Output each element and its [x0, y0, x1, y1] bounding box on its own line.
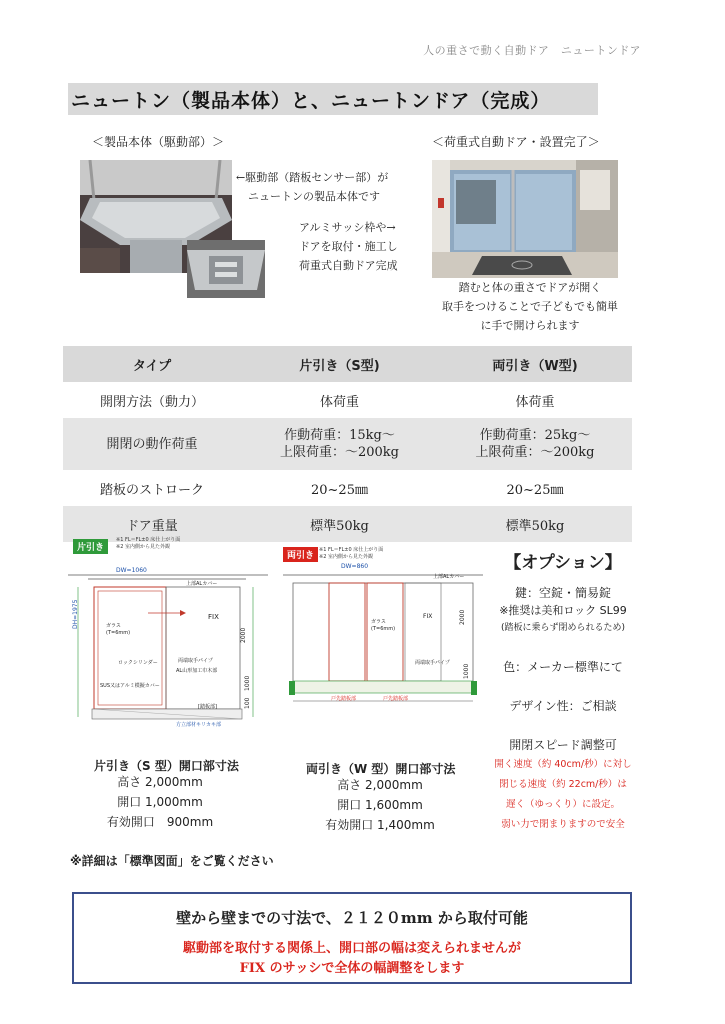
left-note2-line-3: 荷重式自動ドア完成: [299, 259, 398, 272]
w-dw-label: DW=860: [341, 563, 369, 570]
w-dim-opening: 開口 1,600mm: [337, 798, 423, 812]
w-pipe-label: 両端取手パイプ: [415, 660, 450, 666]
s-dw-label: DW=1060: [116, 567, 147, 574]
w-dim-effective: 有効開口 1,400mm: [325, 818, 435, 832]
detail-note: ※詳細は「標準図面」をご覧ください: [70, 854, 274, 868]
s-sus-label: SUS又はアルミ模擬カバー: [100, 683, 160, 689]
cell-w: 20~25㎜: [506, 482, 564, 498]
s-pipe-label: 両端取手パイプ: [178, 658, 213, 664]
cell-s: [241, 418, 438, 470]
w-h2000-label: 2000: [459, 609, 466, 625]
s-fix-label: FIX: [208, 613, 219, 621]
table-row: [63, 382, 632, 418]
right-caption: ＜荷重式自動ドア・設置完了＞: [432, 135, 600, 149]
option-speed-line-1: 開く速度（約 40cm/秒）に対し: [494, 759, 632, 770]
cell-w-line-2: 上限荷重：～200kg: [475, 445, 595, 460]
right-note-line-3: に手で開けられます: [480, 319, 580, 332]
left-note2-line-1: アルミサッシ枠や→: [299, 221, 396, 234]
right-note-line-2: 取手をつけることで子どもでも簡単: [442, 300, 618, 313]
installed-door-photo: [432, 160, 618, 278]
table-row: [63, 470, 632, 506]
cell-w-line-1: 作動荷重：25kg～: [479, 428, 591, 443]
option-speed-line-3: 遅く（ゆっくり）に設定。: [506, 799, 620, 810]
s-frame-label: 方立部材キリカキ部: [176, 722, 221, 728]
option-speed: 開閉スピード調整可: [509, 738, 617, 752]
spec-table: [63, 346, 632, 542]
header-note: 人の重さで動く自動ドア ニュートンドア: [423, 44, 641, 57]
s-dim-title: 片引き（S 型）開口部寸法: [94, 759, 239, 773]
s-type-drawing: [68, 537, 268, 737]
left-note-line-2: ニュートンの製品本体です: [248, 190, 380, 203]
notice-line-2: 駆動部を取付する関係上、開口部の幅は変えられませんが: [182, 941, 521, 956]
w-base-label-2: 戸先踏板部: [383, 696, 409, 702]
s-h1000-label: 1000: [244, 675, 251, 691]
cell-s: 体荷重: [319, 394, 359, 410]
w-glass-thickness: (T=6mm): [371, 626, 396, 632]
s-glass-label: ガラス: [106, 623, 121, 629]
w-dim-title: 両引き（W 型）開口部寸法: [306, 762, 456, 776]
w-glass-label: ガラス: [371, 619, 386, 625]
s-type-badge: 片引き: [73, 539, 108, 554]
w-h1000-label: 1000: [463, 663, 470, 679]
s-dim-effective: 有効開口 900mm: [106, 815, 214, 829]
cell-w: [438, 418, 632, 470]
header-s-type: 片引き（S型): [241, 346, 438, 382]
row-label: ドア重量: [63, 506, 241, 542]
option-speed-line-4: 弱い力で閉まりますので安全: [501, 819, 625, 830]
s-dh-label: DH=1975: [72, 599, 79, 629]
row-label: 開閉方法（動力）: [99, 394, 204, 410]
w-note-2: ※2 室内側から見た外観: [319, 554, 373, 560]
s-dim-opening: 開口 1,000mm: [117, 795, 203, 809]
left-caption: ＜製品本体（駆動部）＞: [92, 135, 225, 149]
s-base-label: [踏板部]: [198, 704, 217, 710]
w-type-badge: 両引き: [283, 547, 318, 562]
header-w-type: 両引き（W型): [438, 346, 632, 382]
s-glass-thickness: (T=6mm): [106, 630, 131, 636]
cell-s: 20~25㎜: [311, 482, 368, 498]
option-lock-note-2: (踏板に乗らず閉められるため): [500, 623, 626, 633]
page-title: ニュートン（製品本体）と、ニュートンドア（完成）: [71, 90, 551, 112]
s-lock-label: ロックシリンダー: [118, 660, 158, 666]
w-type-drawing: [283, 547, 483, 707]
option-key: 鍵：空錠・簡易錠: [514, 586, 611, 600]
option-lock-note: ※推奨は美和ロック SL99: [499, 604, 627, 617]
w-cover-label: 上部ALカバー: [433, 574, 465, 580]
left-note2-line-2: ドアを取付・施工し: [299, 240, 398, 253]
option-color: 色：メーカー標準にて: [503, 660, 623, 674]
option-speed-line-2: 閉じる速度（約 22cm/秒）は: [499, 779, 627, 790]
table-header-row: [63, 346, 632, 382]
s-h100-label: 100: [244, 697, 251, 709]
s-dim-height: 高さ 2,000mm: [117, 775, 203, 789]
s-note-1: ※1 FL＝FL±0 床仕上がり面: [116, 537, 181, 543]
s-cover-label: 上部ALカバー: [186, 581, 218, 587]
s-al-label: AL山形加工巾木部: [176, 668, 218, 674]
s-note-2: ※2 室内側から見た外観: [116, 544, 170, 550]
w-base-label-1: 戸先踏板部: [331, 696, 357, 702]
notice-line-1: 壁から壁までの寸法で、２１２０mm から取付可能: [176, 909, 528, 927]
w-note-1: ※1 FL＝FL±0 床仕上がり面: [319, 547, 384, 553]
notice-line-3: FIX のサッシで全体の幅調整をします: [239, 961, 465, 976]
left-note-line-1: ←駆動部（踏板センサー部）が: [236, 171, 389, 184]
cell-w: 標準50kg: [438, 506, 632, 542]
w-dim-height: 高さ 2,000mm: [337, 778, 423, 792]
option-design: デザイン性：ご相談: [509, 699, 617, 713]
row-label: 開閉の動作荷重: [63, 418, 241, 470]
header-type: タイプ: [63, 346, 241, 382]
w-fix-label: FIX: [423, 613, 433, 620]
s-h2000-label: 2000: [240, 627, 247, 643]
cell-s-line-2: 上限荷重：～200kg: [279, 445, 399, 460]
cell-s: 標準50kg: [241, 506, 438, 542]
cell-s-line-1: 作動荷重：15kg～: [284, 428, 395, 443]
row-label: 踏板のストローク: [99, 482, 204, 498]
cell-w: 体荷重: [515, 394, 555, 410]
right-note-line-1: 踏むと体の重さでドアが開く: [458, 281, 602, 294]
options-title: 【オプション】: [504, 553, 622, 573]
table-row: [63, 418, 632, 470]
mechanism-photo: [187, 240, 265, 298]
